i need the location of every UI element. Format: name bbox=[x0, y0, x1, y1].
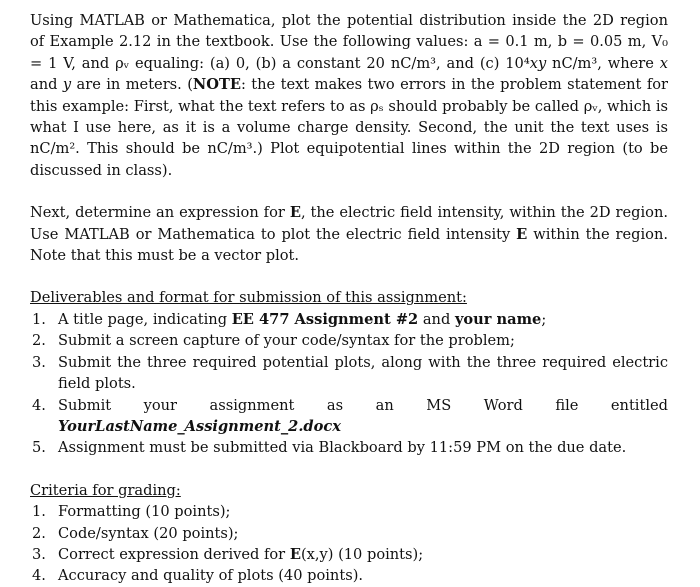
list-item: 2. Submit a screen capture of your code/syntax for the problem; bbox=[30, 330, 668, 351]
criteria-heading: Criteria for grading: bbox=[30, 481, 181, 499]
list-number: 4. bbox=[32, 567, 46, 585]
vector-e: E bbox=[516, 225, 528, 243]
vector-e: E bbox=[289, 545, 301, 563]
var-y: y bbox=[537, 54, 547, 72]
criteria-list bbox=[30, 501, 668, 587]
list-item: 4. Accuracy and quality of plots (40 points). bbox=[30, 565, 668, 586]
problem-statement-paragraph: Using MATLAB or Mathematica, plot the potential distribution inside the 2D region of Example 2.12 in the textbook. Use the following values: a = 0.1 m, b = 0.05 m, V₀ = 1 V, and ρᵥ equaling: (a) 0, (b) a constant 20 nC/m³, and (c) 10⁴xy nC/m³, where x and y are in meters. (NOTE: the text makes two errors in the problem statement for this example: First, what the text refers to as ρₛ should probably be called ρᵥ, which is what I use here, as it is a volume charge density. Second, the unit the text uses is nC/m². This should be nC/m³.) Plot equipotential lines within the 2D region (to be discussed in class). bbox=[30, 12, 668, 179]
list-item: 3. Correct expression derived for E(x,y) (10 points); bbox=[30, 544, 668, 565]
list-item: 3. Submit the three required potential plots, along with the three required electric field plots. bbox=[32, 353, 668, 393]
list-number: 3. bbox=[32, 353, 46, 371]
var-y: y bbox=[62, 76, 72, 94]
list-item: 5. Assignment must be submitted via Blackboard by 11:59 PM on the due date. bbox=[30, 437, 668, 458]
list-number: 2. bbox=[32, 332, 46, 350]
list-number: 3. bbox=[32, 545, 46, 563]
list-item: 1. Formatting (10 points); bbox=[30, 501, 668, 522]
list-number: 4. bbox=[32, 396, 46, 414]
note-label: NOTE bbox=[192, 76, 241, 94]
list-number: 1. bbox=[32, 503, 46, 521]
electric-field-paragraph: Next, determine an expression for E, the electric field intensity, within the 2D region. Use MATLAB or Mathematica to plot the electric field intensity E within the region. Note that this must be a vector plot. bbox=[30, 204, 668, 265]
assignment-document bbox=[30, 10, 668, 587]
vector-e: E bbox=[289, 204, 301, 222]
deliverables-heading: Deliverables and format for submission of this assignment: bbox=[30, 289, 467, 307]
deliverables-list bbox=[30, 309, 668, 459]
list-item: 2. Code/syntax (20 points); bbox=[30, 523, 668, 544]
list-number: 1. bbox=[32, 310, 46, 328]
var-x: x bbox=[659, 54, 668, 72]
list-number: 2. bbox=[32, 524, 46, 542]
list-number: 5. bbox=[32, 439, 46, 457]
var-x: x bbox=[529, 54, 538, 72]
list-item: 4. Submit your assignment as an MS Word file entitled YourLastName_Assignment_2.docx bbox=[32, 396, 668, 435]
filename: YourLastName_Assignment_2.docx bbox=[58, 417, 341, 435]
list-item: 1. A title page, indicating EE 477 Assignment #2 and your name; bbox=[30, 309, 668, 330]
